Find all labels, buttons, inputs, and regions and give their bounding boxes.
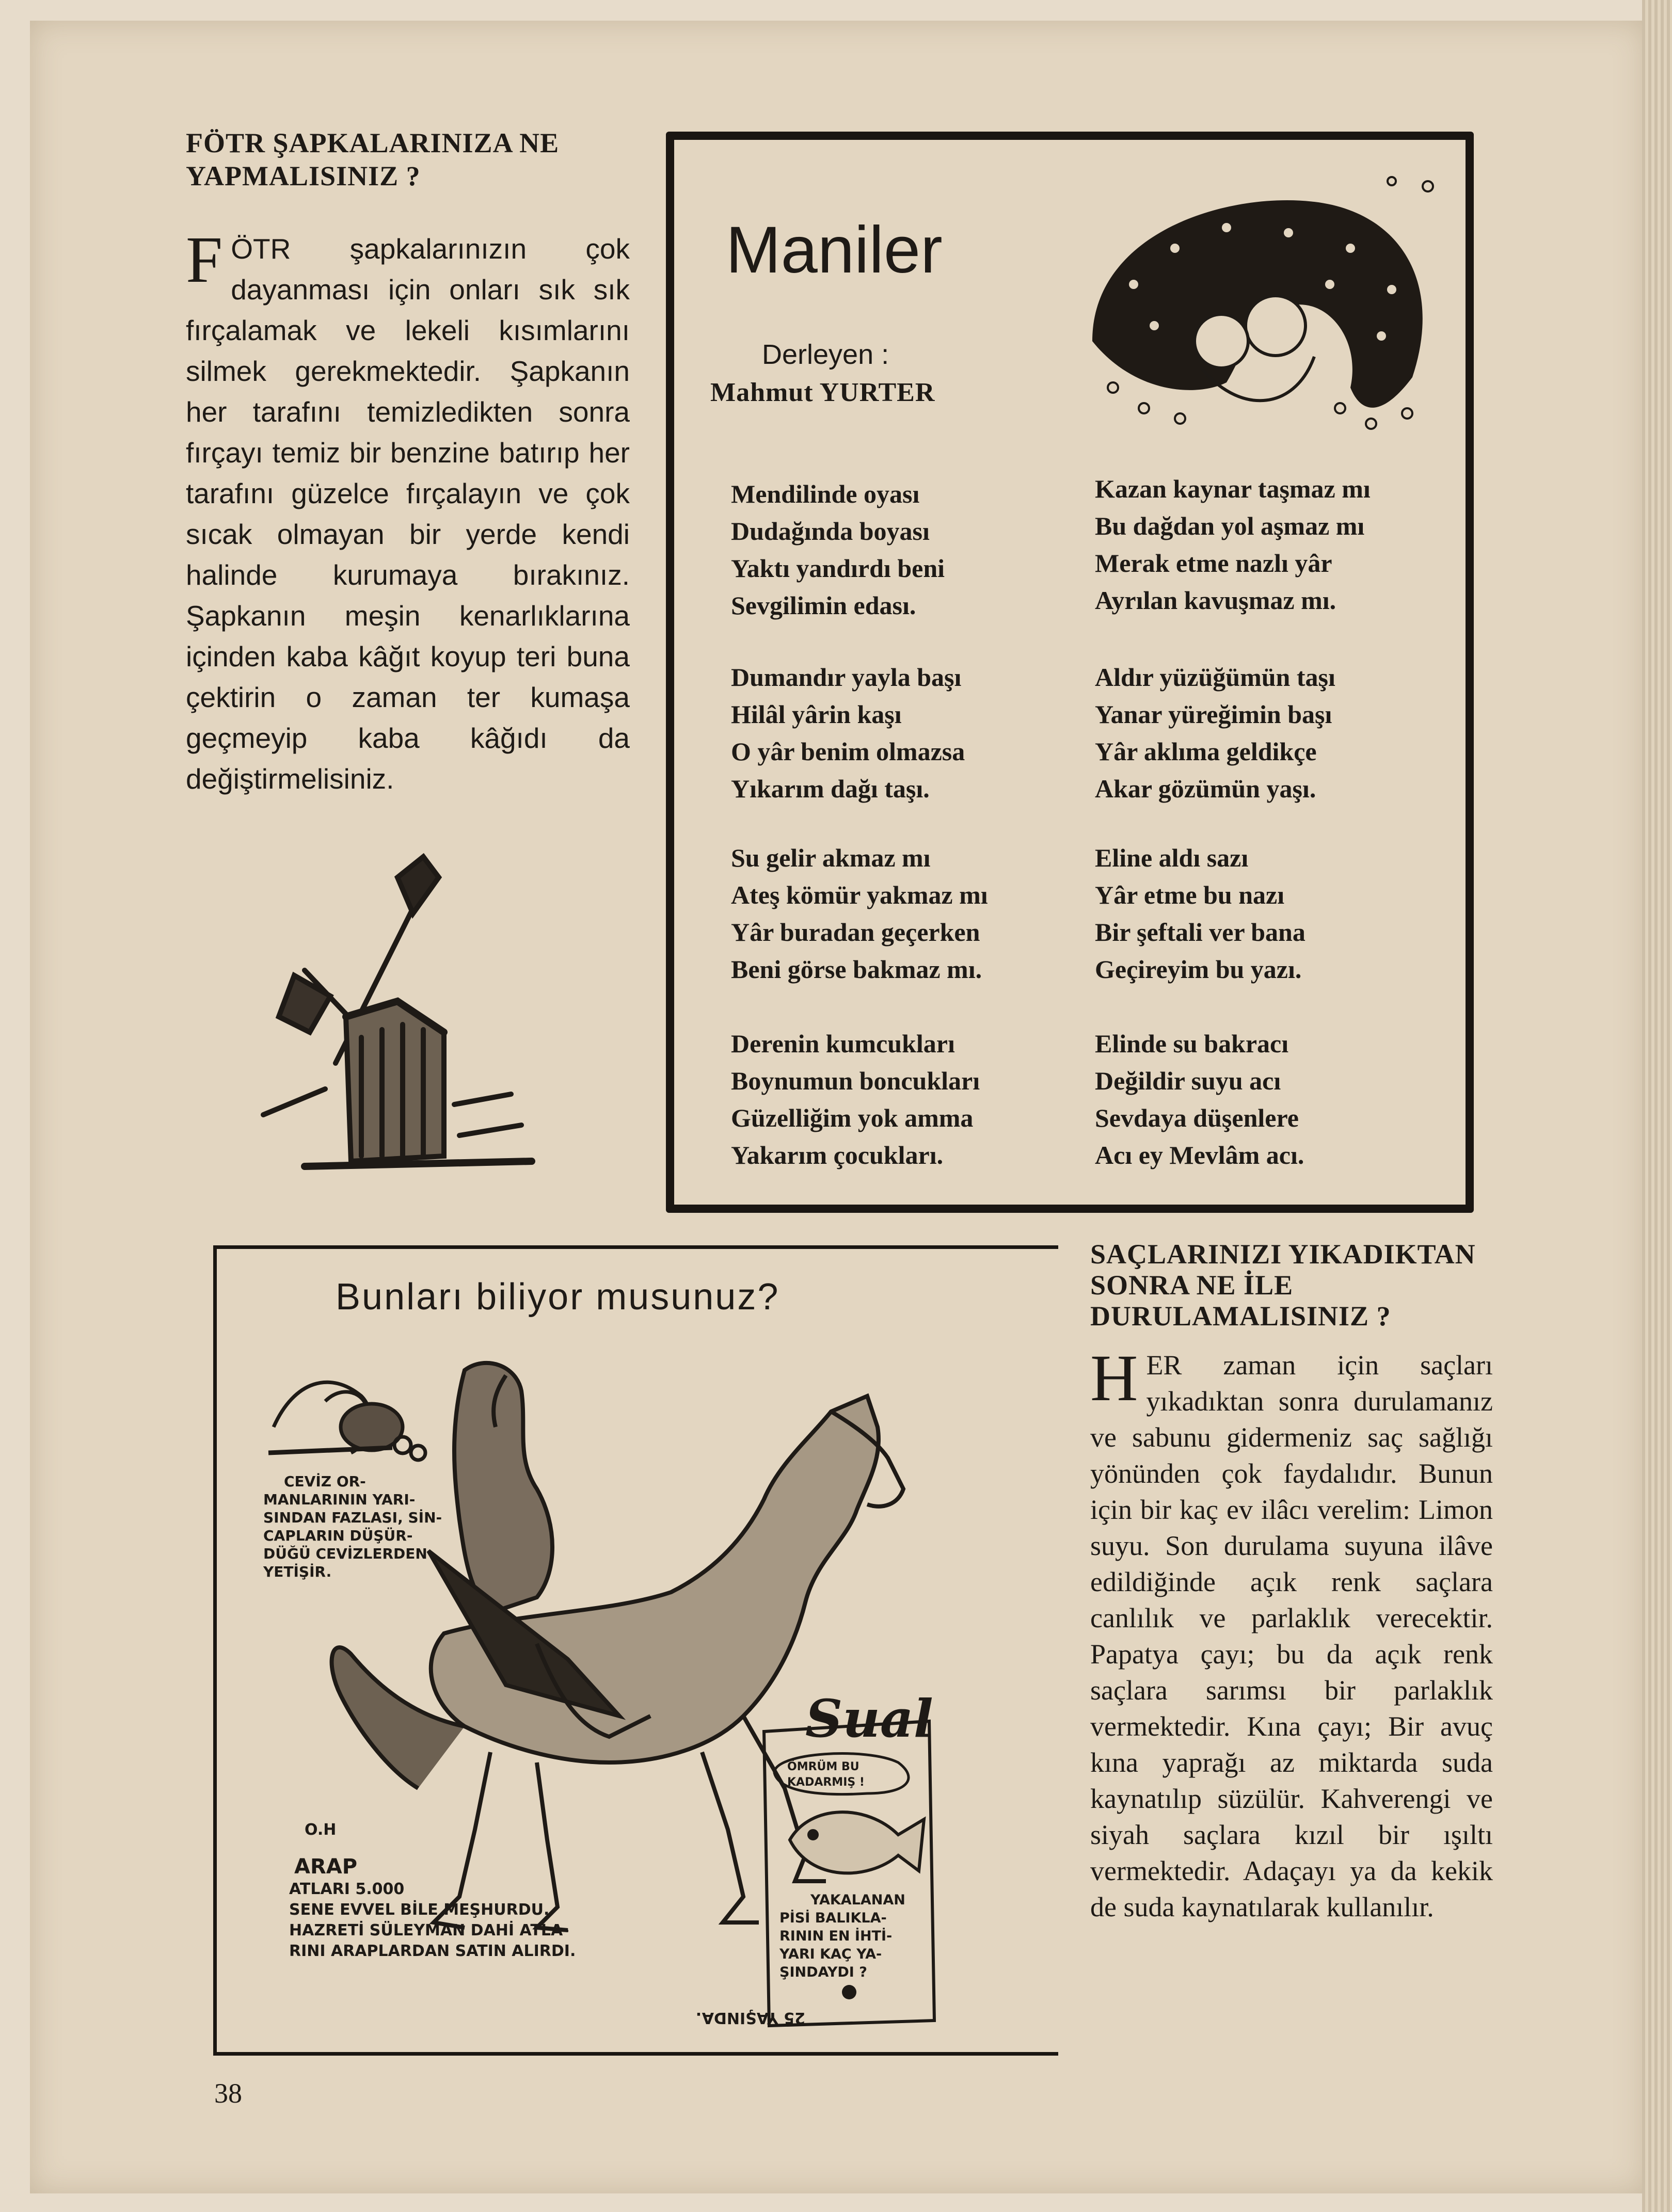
lovers-illustration-icon [1072, 171, 1454, 439]
question-line: ŞINDAYDI ? [779, 1964, 867, 1980]
mani-line: Su gelir akmaz mı [731, 843, 931, 872]
mani-line: Derenin kumcukları [731, 1029, 955, 1058]
mani-line: Yıkarım dağı taşı. [731, 774, 930, 803]
hat-care-body [186, 223, 630, 799]
hair-rinse-title: SAÇLARINIZI YIKADIKTAN SONRA NE İLE DURULAMALISINIZ ? [1090, 1239, 1476, 1332]
squirrel-icon [268, 1382, 425, 1460]
question-line: PİSİ BALIKLA- [779, 1910, 887, 1926]
sual-answer: 25 YAŞINDA. [695, 2009, 805, 2027]
mani-line: Geçireyim bu yazı. [1095, 955, 1302, 984]
caption-line: CEVİZ OR- [284, 1473, 366, 1490]
caption-line: ARAP [294, 1855, 358, 1879]
mani-stanza [1095, 659, 1335, 807]
mani-stanza [731, 839, 988, 988]
hat-care-text: ÖTR şapkalarınızın çok dayanması için onları sık sık fırçalamak ve lekeli kısımlarını silmek gerekmektedir. Şapkanın her tarafını temizledikten sonra fırçayı temiz bir benzine batırıp her tarafını güzelce fırçalayın ve çok sıcak olmayan bir yerde kendi halinde kurumaya bırakınız. Şapkanın meşin kenarlıklarına içinden kaba kâğıt koyup teri buna çektirin o zaman ter kumaşa geçmeyip kaba kâğıdı da değiştirmelisiniz. [186, 233, 630, 795]
bubble-line: ÖMRÜM BU [787, 1760, 859, 1773]
did-you-know-title: Bunları biliyor musunuz? [336, 1276, 780, 1318]
did-you-know-panel [213, 1245, 1058, 2056]
mani-stanza [1095, 839, 1305, 988]
mani-line: Boynumun boncukları [731, 1066, 980, 1095]
mani-line: Akar gözümün yaşı. [1095, 774, 1316, 803]
question-line: YAKALANAN [810, 1892, 905, 1908]
mani-line: Acı ey Mevlâm acı. [1095, 1141, 1304, 1169]
mani-line: Dumandır yayla başı [731, 663, 962, 692]
artist-signature: O.H [305, 1821, 337, 1839]
mani-line: Sevdaya düşenlere [1095, 1103, 1299, 1132]
caption-line: MANLARININ YARI- [263, 1491, 416, 1508]
windmill-icon [243, 846, 563, 1197]
mani-line: Yâr buradan geçerken [731, 918, 980, 947]
mani-stanza [1095, 470, 1371, 619]
caption-line: SINDAN FAZLASI, SİN- [263, 1509, 442, 1526]
mani-line: Eline aldı sazı [1095, 843, 1249, 872]
mani-stanza [731, 1025, 980, 1174]
mani-line: Yakarım çocukları. [731, 1141, 944, 1169]
hair-rinse-text: ER zaman için saçları yıkadıktan sonra durulamanız ve sabunu gidermeniz saç sağlığı yönünden çok faydalıdır. Bunun için bir kaç ev ilâcı verelim: Limon suyu. Son durulama suyuna ilâve edildiğinde açık renk saçlara canlılık ve parlaklık verecektir. Papatya çayı; bu da açık renk saçlara sarımsı bir parlaklık vermektedir. Kına çayı; Bir avuç kına yaprağı az miktarda suda kaynatılıp süzülür. Kahverengi ve siyah saçlara kızıl bir ışıltı vermektedir. Adaçayı ya da kekik de suda kaynatılarak kullanılır. [1090, 1350, 1493, 1922]
horse-caption [289, 1821, 576, 1960]
caption-line: DÜĞÜ CEVİZLERDEN [263, 1545, 427, 1562]
sual-title: Sual [805, 1688, 933, 1749]
mani-line: O yâr benim olmazsa [731, 737, 965, 766]
mani-line: Yaktı yandırdı beni [731, 554, 945, 583]
bubble-line: KADARMIŞ ! [787, 1776, 865, 1789]
page-number: 38 [214, 2078, 242, 2109]
caption-line: YETİŞİR. [263, 1563, 332, 1580]
mani-line: Kazan kaynar taşmaz mı [1095, 474, 1371, 503]
mani-line: Elinde su bakracı [1095, 1029, 1289, 1058]
mani-line: Sevgilimin edası. [731, 591, 916, 620]
hat-care-article [186, 126, 630, 799]
mani-stanza [731, 475, 945, 624]
mani-line: Merak etme nazlı yâr [1095, 549, 1332, 578]
compiler-label: Derleyen : [762, 339, 889, 370]
mani-line: Bu dağdan yol aşmaz mı [1095, 511, 1365, 540]
horse-rider-cartoon-icon [248, 1324, 1053, 2036]
mani-stanza [731, 659, 965, 807]
mani-line: Beni görse bakmaz mı. [731, 955, 982, 984]
question-inset [696, 1688, 934, 2027]
mani-line: Yanar yüreğimin başı [1095, 700, 1332, 729]
mani-line: Hilâl yârin kaşı [731, 700, 902, 729]
mani-line: Yâr aklıma geldikçe [1095, 737, 1317, 766]
caption-line: ATLARI 5.000 [289, 1880, 405, 1898]
page-stack-edge [1642, 0, 1672, 2212]
mani-line: Değildir suyu acı [1095, 1066, 1281, 1095]
hair-rinse-dropcap: H [1090, 1341, 1138, 1415]
mani-line: Mendilinde oyası [731, 479, 920, 508]
caption-line: RINI ARAPLARDAN SATIN ALIRDI. [289, 1942, 576, 1960]
hair-rinse-article [1090, 1239, 1493, 1925]
caption-line: SENE EVVEL BİLE MEŞHURDU. [289, 1901, 550, 1919]
caption-line: CAPLARIN DÜŞÜR- [263, 1527, 413, 1544]
mani-line: Güzelliğim yok amma [731, 1103, 974, 1132]
mani-stanza [1095, 1025, 1304, 1174]
walnut-caption [263, 1472, 442, 1580]
maniler-title: Maniler [726, 213, 943, 287]
mani-line: Yâr etme bu nazı [1095, 880, 1285, 909]
hat-care-title: FÖTR ŞAPKALARINIZA NE YAPMALISINIZ ? [186, 127, 560, 191]
maniler-panel [666, 132, 1474, 1213]
hair-rinse-body [1090, 1341, 1493, 1925]
question-line: YARI KAÇ YA- [779, 1946, 882, 1962]
mani-line: Ayrılan kavuşmaz mı. [1095, 586, 1336, 615]
caption-line: HAZRETİ SÜLEYMAN DAHİ ATLA- [289, 1921, 569, 1939]
mani-line: Ateş kömür yakmaz mı [731, 880, 988, 909]
mani-line: Aldır yüzüğümün taşı [1095, 663, 1335, 692]
mani-line: Dudağında boyası [731, 517, 930, 546]
hat-care-dropcap: F [186, 223, 223, 296]
mani-line: Bir şeftali ver bana [1095, 918, 1305, 947]
question-line: RININ EN İHTİ- [779, 1928, 893, 1944]
compiler-name: Mahmut YURTER [710, 378, 935, 407]
flounder-fish-icon [790, 1812, 924, 1873]
